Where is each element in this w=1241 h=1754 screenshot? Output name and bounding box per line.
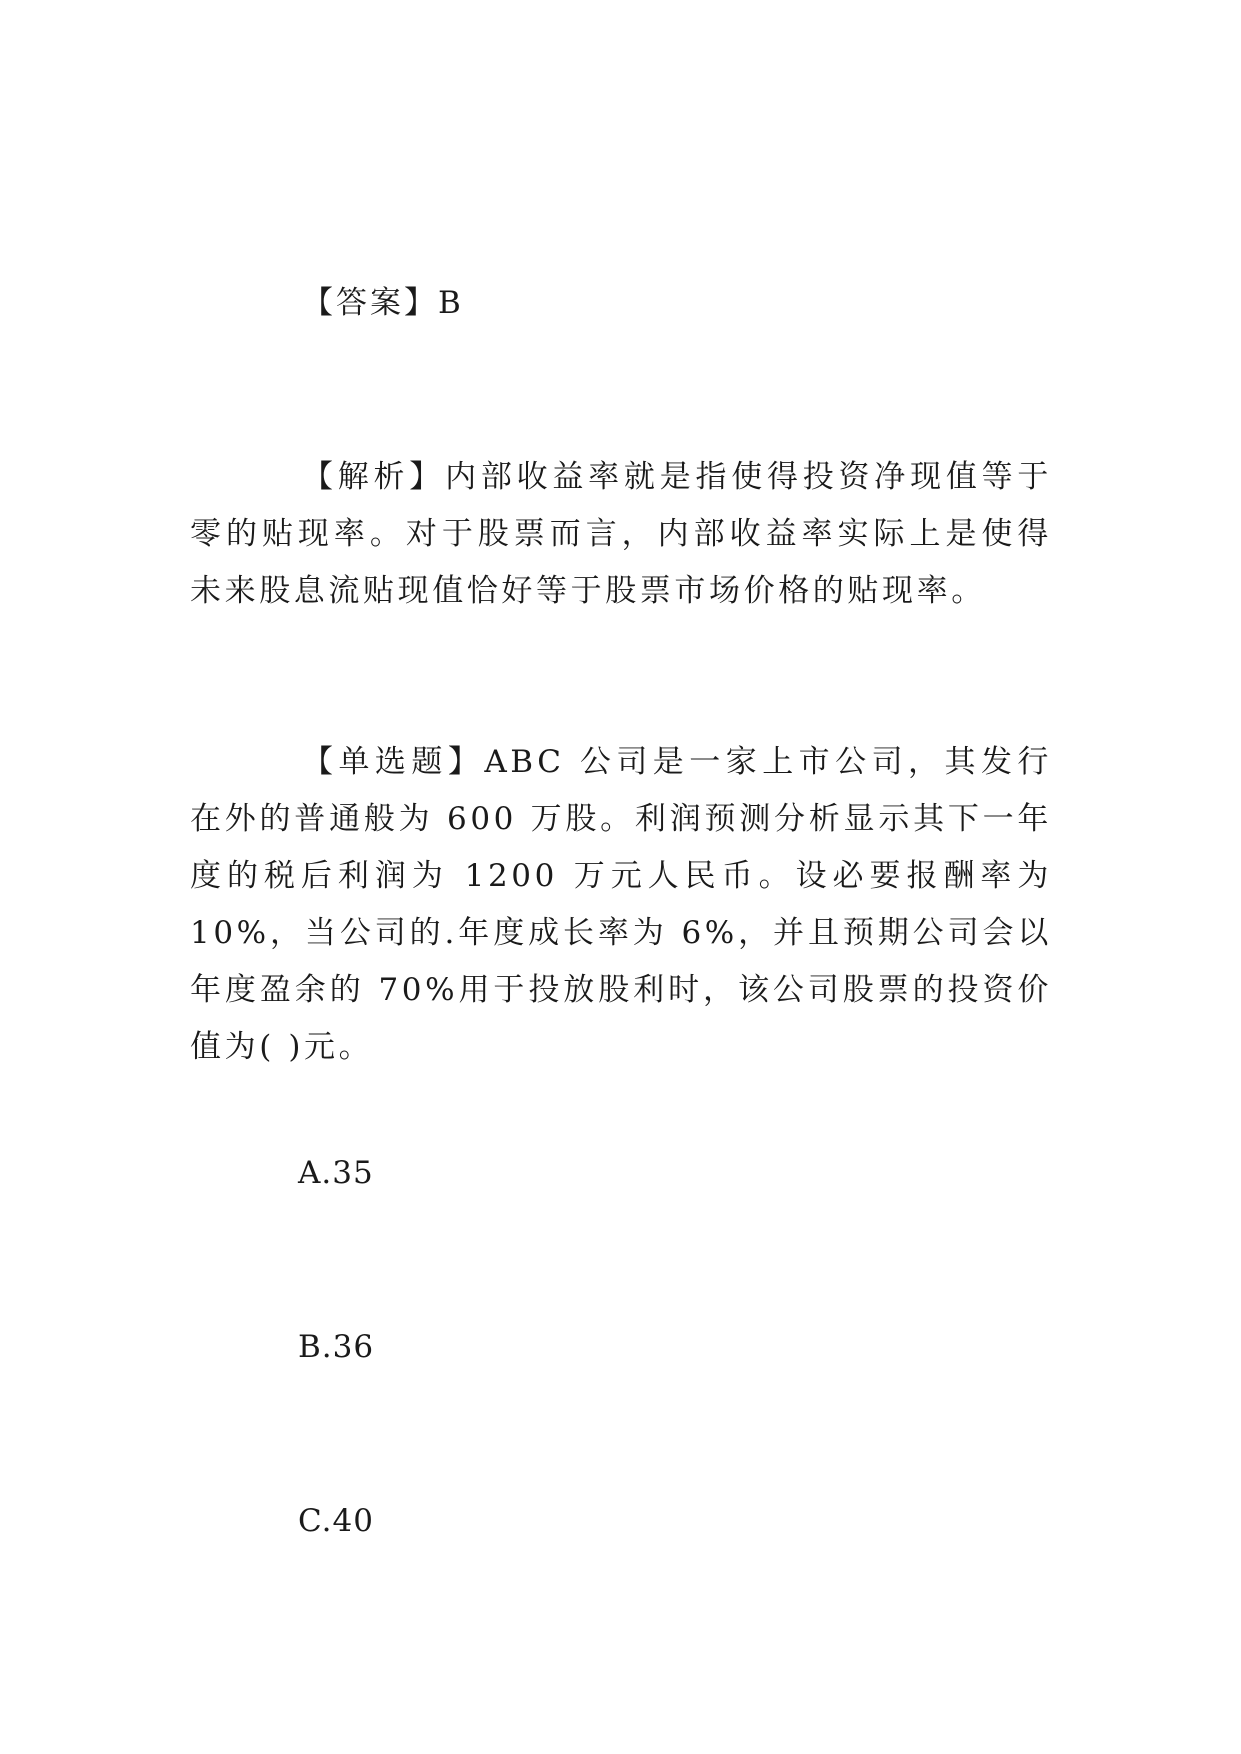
option-a: A.35 (298, 1155, 374, 1191)
analysis-label: 【解析】 (302, 459, 446, 495)
question-label: 【单选题】 (302, 744, 485, 780)
analysis-text: 内部收益率就是指使得投资净现值等于零的贴现率。对于股票而言，内部收益率实际上是使得未来股息流贴现值恰好等于股票市场价格的贴现率。 (190, 459, 1052, 609)
answer-value: B (438, 285, 464, 321)
question-paragraph (190, 734, 1052, 1076)
option-c: C.40 (298, 1503, 374, 1539)
option-b: B.36 (298, 1329, 375, 1365)
question-text: ABC 公司是一家上市公司，其发行在外的普通般为 600 万股。利润预测分析显示其下一年度的税后利润为 1200 万元人民币。设必要报酬率为 10%，当公司的.年度成长率为 6%，并且预期公司会以年度盈余的 70%用于投放股利时，该公司股票的投资价值为( )元。 (190, 744, 1053, 1065)
answer-label: 【答案】 (302, 285, 438, 321)
analysis-paragraph (190, 449, 1052, 620)
answer-line (302, 283, 464, 323)
